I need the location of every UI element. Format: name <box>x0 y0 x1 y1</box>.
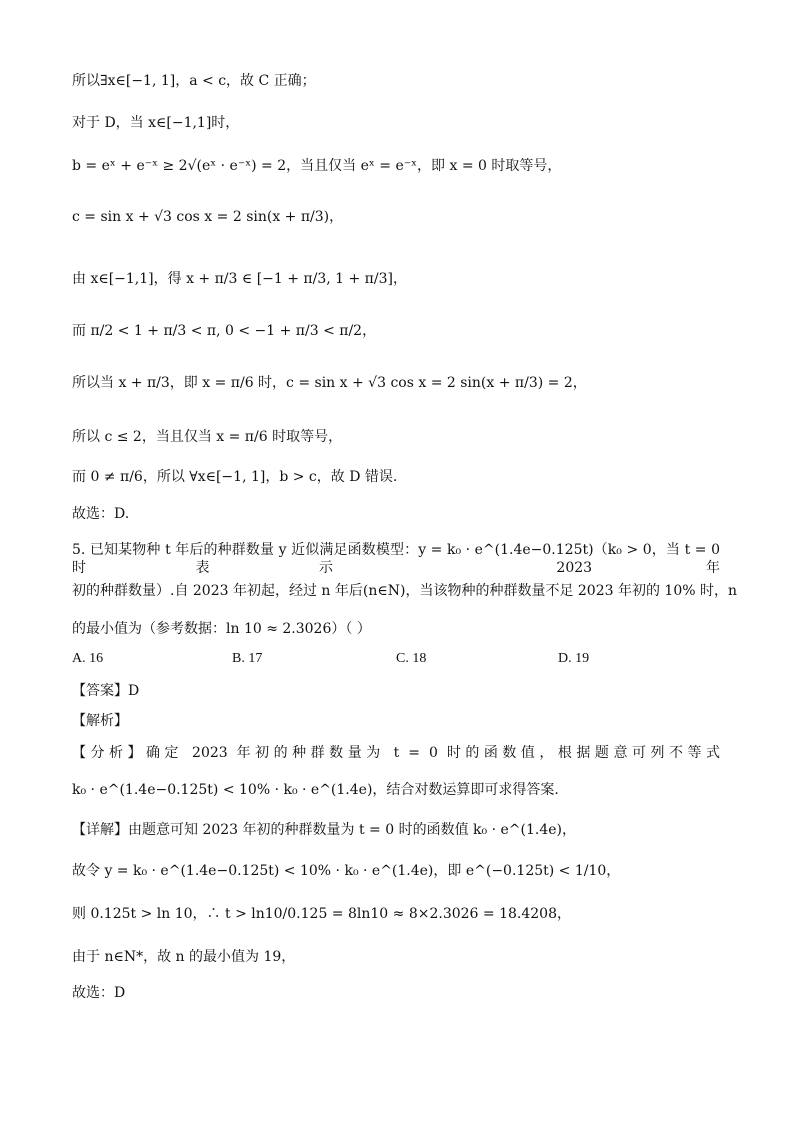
text-line-3: b = eˣ + e⁻ˣ ≥ 2√(eˣ · e⁻ˣ) = 2，当且仅当 eˣ = e⁻ˣ，即 x = 0 时取等号， <box>72 158 562 174</box>
option-d: D. 19 <box>558 651 590 666</box>
text-line-1: 所以∃x∈[−1, 1]，a < c，故 C 正确； <box>72 73 316 89</box>
detail-line-3: 则 0.125t > ln 10，∴ t > ln10/0.125 = 8ln10 ≈ 8×2.3026 = 18.4208， <box>72 906 571 922</box>
text-line-9: 而 0 ≠ π/6，所以 ∀x∈[−1, 1]，b > c，故 D 错误. <box>72 469 398 485</box>
option-b: B. 17 <box>232 651 263 666</box>
detail-line-5: 故选：D <box>72 985 126 1001</box>
text-line-8: 所以 c ≤ 2，当且仅当 x = π/6 时取等号， <box>72 429 343 445</box>
question-5-line-3: 的最小值为（参考数据：ln 10 ≈ 2.3026）（ ） <box>72 621 371 637</box>
analysis-line-1: 【分析】确定 2023 年初的种群数量为 t = 0 时的函数值，根据题意可列不等式 <box>72 745 720 761</box>
detail-line-1: 【详解】由题意可知 2023 年初的种群数量为 t = 0 时的函数值 k₀ · e^(1.4e)， <box>72 822 576 838</box>
question-5-line-2: 初的种群数量）.自 2023 年初起，经过 n 年后(n∈N)，当该物种的种群数量不足 2023 年初的 10% 时，n <box>72 583 738 599</box>
detail-line-4: 由于 n∈N*，故 n 的最小值为 19， <box>72 949 296 965</box>
detail-line-2: 故令 y = k₀ · e^(1.4e−0.125t) < 10% · k₀ · e^(1.4e)，即 e^(−0.125t) < 1/10， <box>72 863 621 879</box>
answer-label: 【答案】D <box>72 683 140 699</box>
analysis-label: 【解析】 <box>72 713 128 729</box>
text-line-5: 由 x∈[−1,1]，得 x + π/3 ∈ [−1 + π/3, 1 + π/3]， <box>72 271 407 287</box>
analysis-line-2: k₀ · e^(1.4e−0.125t) < 10% · k₀ · e^(1.4e)，结合对数运算即可求得答案. <box>72 782 559 798</box>
option-a: A. 16 <box>72 651 104 666</box>
text-line-6: 而 π/2 < 1 + π/3 < π, 0 < −1 + π/3 < π/2， <box>72 323 377 339</box>
text-line-7: 所以当 x + π/3，即 x = π/6 时，c = sin x + √3 cos x = 2 sin(x + π/3) = 2， <box>72 375 587 391</box>
option-c: C. 18 <box>396 651 427 666</box>
text-line-10: 故选：D. <box>72 506 130 522</box>
text-line-2: 对于 D，当 x∈[−1,1]时， <box>72 115 240 131</box>
question-5-line-1: 5. 已知某物种 t 年后的种群数量 y 近似满足函数模型：y = k₀ · e^(1.4e−0.125t)（k₀ > 0，当 t = 0 时表示 2023 年 <box>72 542 720 576</box>
text-line-4: c = sin x + √3 cos x = 2 sin(x + π/3)， <box>72 209 344 225</box>
